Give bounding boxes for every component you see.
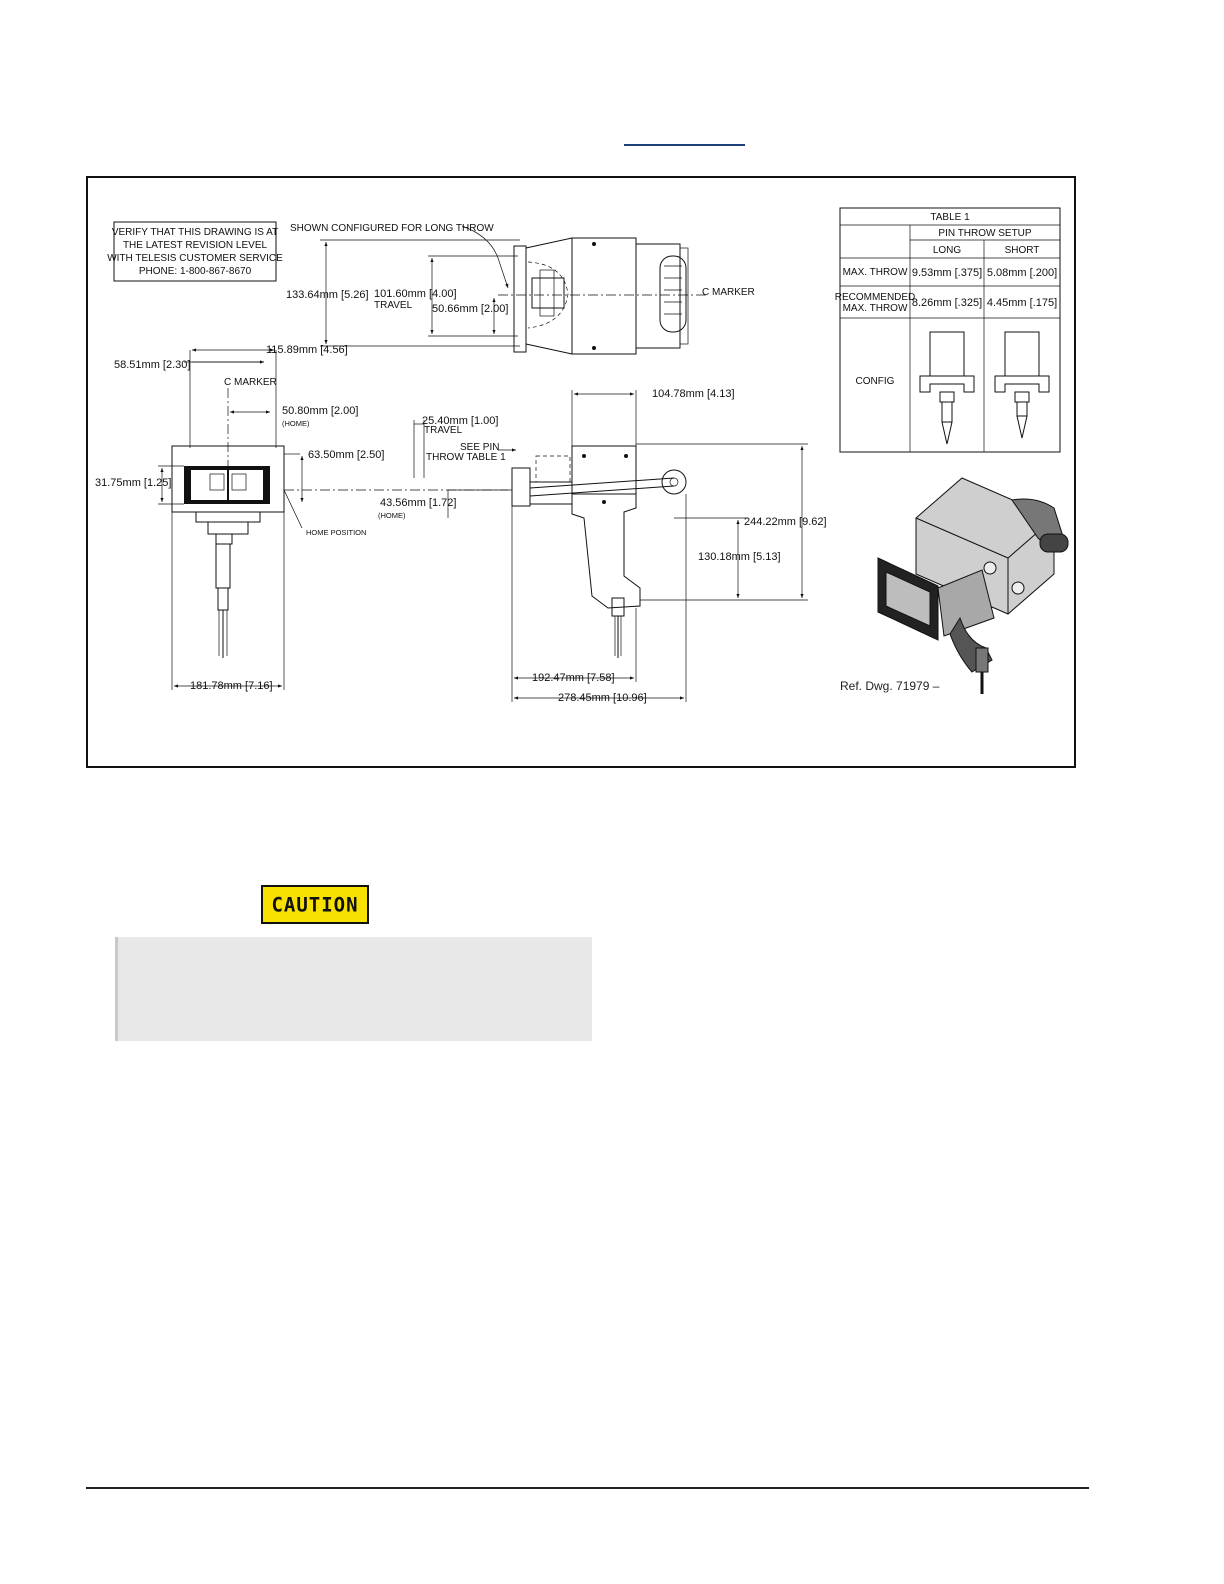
short-config-illustration bbox=[995, 332, 1049, 438]
table-row-max-throw-short: 5.08mm [.200] bbox=[986, 267, 1058, 279]
top-view bbox=[286, 223, 755, 354]
front-marker-symbol: C bbox=[224, 377, 232, 388]
caution-badge bbox=[261, 885, 369, 924]
table-row-recommended-long: 8.26mm [.325] bbox=[911, 297, 983, 309]
front-home-offset: 50.80mm [2.00] bbox=[282, 405, 359, 417]
top-overall-height: 133.64mm [5.26] bbox=[286, 289, 369, 301]
side-top-width: 104.78mm [4.13] bbox=[652, 388, 735, 400]
front-home-note: (HOME) bbox=[282, 419, 310, 428]
table-row-max-throw-label: MAX. THROW bbox=[842, 267, 908, 278]
side-length-2: 278.45mm [10.96] bbox=[558, 692, 647, 704]
top-marker-symbol: C bbox=[702, 287, 710, 298]
caution-label: CAUTION bbox=[271, 892, 359, 917]
side-view bbox=[378, 388, 827, 704]
front-dim-left: 58.51mm [2.30] bbox=[114, 359, 191, 371]
table-row-recommended-short: 4.45mm [.175] bbox=[986, 297, 1058, 309]
caution-note-box bbox=[115, 937, 592, 1041]
top-marker-label: MARKER bbox=[712, 287, 755, 298]
verify-note-box bbox=[107, 222, 283, 281]
top-travel-label: TRAVEL bbox=[374, 300, 413, 311]
footer-divider bbox=[86, 1487, 1089, 1489]
verify-note-line-3: WITH TELESIS CUSTOMER SERVICE bbox=[107, 253, 283, 264]
verify-note-line-4: PHONE: 1-800-867-8670 bbox=[138, 266, 252, 277]
side-home-note: (HOME) bbox=[378, 511, 406, 520]
long-config-illustration bbox=[920, 332, 974, 444]
pin-throw-table bbox=[835, 208, 1060, 452]
front-marker-label: MARKER bbox=[234, 377, 277, 388]
table-row-max-throw-long: 9.53mm [.375] bbox=[911, 267, 983, 279]
reference-drawing-number: Ref. Dwg. 71979 – bbox=[840, 679, 940, 693]
table-row-config-label: CONFIG bbox=[855, 376, 895, 387]
side-grip-height: 130.18mm [5.13] bbox=[698, 551, 781, 563]
front-home-position: HOME POSITION bbox=[306, 528, 367, 537]
front-overall-width: 181.78mm [7.16] bbox=[190, 680, 273, 692]
table-col-long: LONG bbox=[932, 245, 962, 256]
side-stroke-travel: 25.40mm [1.00] bbox=[422, 415, 499, 427]
top-half-travel: 50.66mm [2.00] bbox=[432, 303, 509, 315]
table-row-recommended-label-1: RECOMMENDED bbox=[834, 292, 916, 303]
verify-note-line-2: THE LATEST REVISION LEVEL bbox=[122, 240, 268, 251]
front-dim-top: 115.89mm [4.56] bbox=[266, 344, 348, 356]
front-window-height: 31.75mm [1.25] bbox=[95, 477, 172, 489]
side-see-pin-2: THROW TABLE 1 bbox=[426, 452, 506, 463]
table-col-short: SHORT bbox=[1004, 245, 1040, 256]
side-travel-label: TRAVEL bbox=[424, 425, 463, 436]
top-travel-value: 101.60mm [4.00] bbox=[374, 288, 457, 300]
table-title: TABLE 1 bbox=[930, 212, 970, 223]
side-see-pin-1: SEE PIN bbox=[460, 442, 500, 453]
side-overall-height: 244.22mm [9.62] bbox=[744, 516, 827, 528]
dimension-drawing-frame bbox=[86, 176, 1076, 768]
isometric-marker-picture bbox=[878, 478, 1068, 694]
front-view bbox=[95, 344, 508, 692]
side-length-1: 192.47mm [7.58] bbox=[532, 672, 615, 684]
table-group-header: PIN THROW SETUP bbox=[938, 228, 1032, 239]
header-link-underline[interactable] bbox=[624, 144, 745, 146]
dimension-drawing bbox=[88, 178, 1074, 766]
side-home-depth: 43.56mm [1.72] bbox=[380, 497, 457, 509]
front-window-width: 63.50mm [2.50] bbox=[308, 449, 385, 461]
long-throw-callout: SHOWN CONFIGURED FOR LONG THROW bbox=[290, 223, 494, 234]
verify-note-line-1: VERIFY THAT THIS DRAWING IS AT bbox=[111, 227, 279, 238]
table-row-recommended-label-2: MAX. THROW bbox=[842, 303, 908, 314]
